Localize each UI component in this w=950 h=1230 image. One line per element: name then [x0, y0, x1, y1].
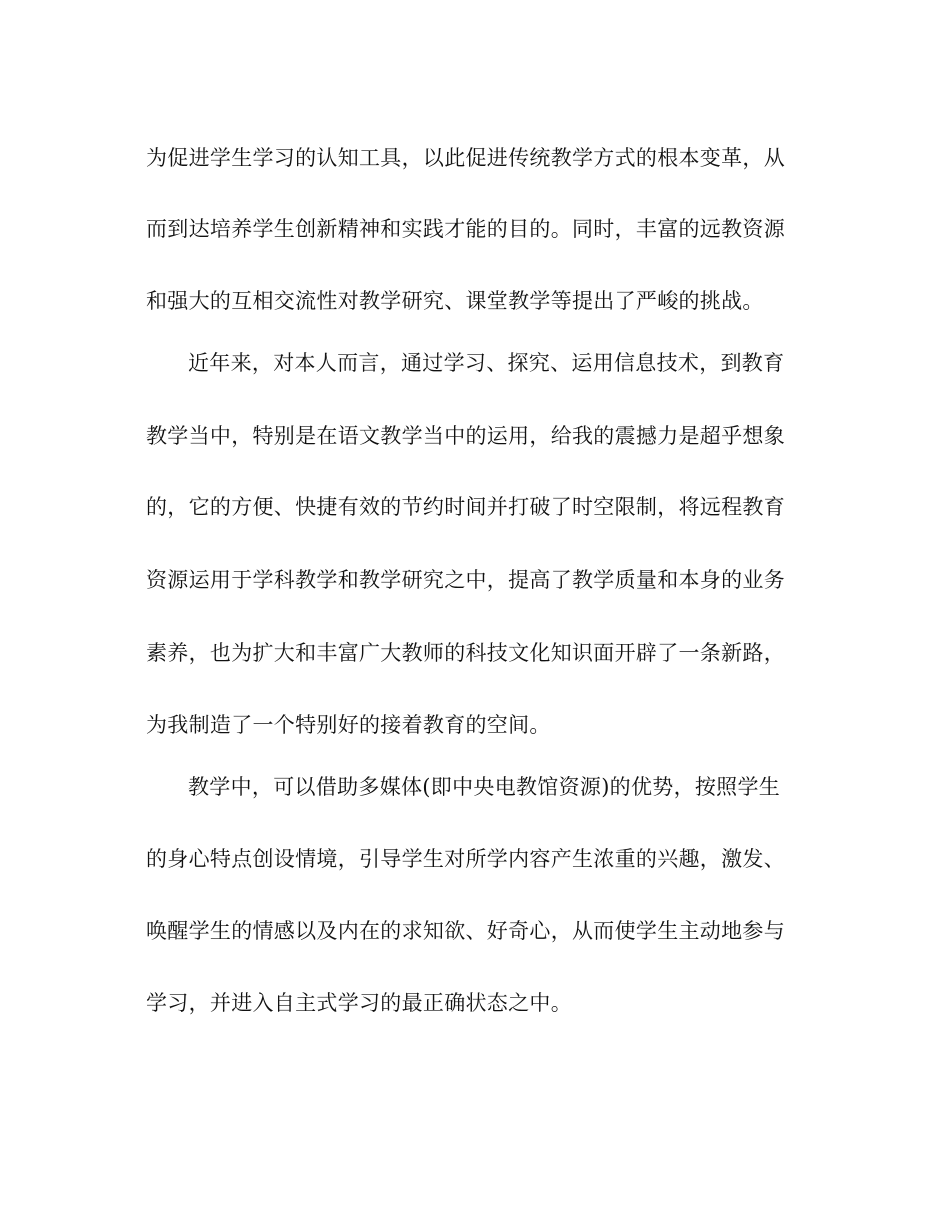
- paragraph-line: 唤醒学生的情感以及内在的求知欲、好奇心，从而使学生主动地参与: [146, 919, 785, 943]
- paragraph-line: 为促进学生学习的认知工具，以此促进传统教学方式的根本变革，从: [146, 146, 785, 170]
- paragraph-line: 素养，也为扩大和丰富广大教师的科技文化知识面开辟了一条新路，: [146, 641, 785, 665]
- paragraph-line: 教学中，可以借助多媒体(即中央电教馆资源)的优势，按照学生: [188, 775, 781, 799]
- paragraph-line: 为我制造了一个特别好的接着教育的空间。: [146, 713, 551, 737]
- paragraph-line: 和强大的互相交流性对教学研究、课堂教学等提出了严峻的挑战。: [146, 289, 764, 313]
- paragraph-line: 的，它的方便、快捷有效的节约时间并打破了时空限制，将远程教育: [146, 495, 785, 519]
- paragraph-line: 教学当中，特别是在语文教学当中的运用，给我的震撼力是超乎想象: [146, 424, 785, 448]
- paragraph-line: 的身心特点创设情境，引导学生对所学内容产生浓重的兴趣，激发、: [146, 847, 785, 871]
- paragraph-line: 而到达培养学生创新精神和实践才能的目的。同时，丰富的远教资源: [146, 217, 785, 241]
- paragraph-line: 资源运用于学科教学和教学研究之中，提高了教学质量和本身的业务: [146, 568, 785, 592]
- paragraph-line: 学习，并进入自主式学习的最正确状态之中。: [146, 991, 572, 1015]
- paragraph-line: 近年来，对本人而言，通过学习、探究、运用信息技术，到教育: [188, 351, 785, 375]
